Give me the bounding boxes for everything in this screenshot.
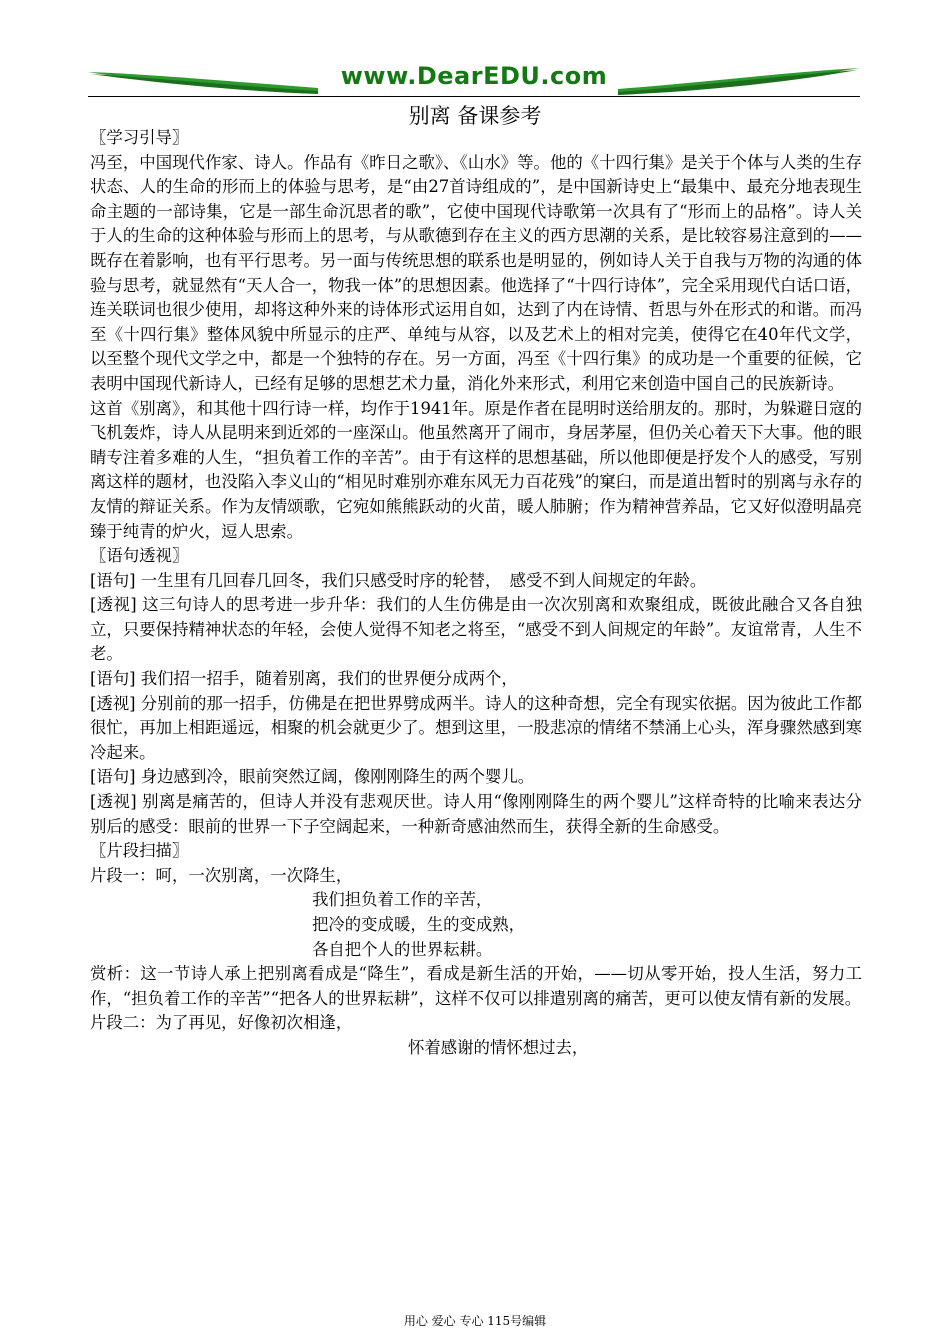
fragment-intro: 片段一：呵，一次别离，一次降生， [90,865,353,885]
line-quote: [语句] 身边感到冷，眼前突然辽阔，像刚刚降生的两个婴儿。 [90,767,535,787]
document-body [90,126,862,1061]
section-heading-lines: 〖语句透视〗 [90,546,189,566]
fragment-intro: 片段二：为了再见，好像初次相逢， [90,1013,353,1033]
section-heading-guide: 〖学习引导〗 [90,128,189,147]
site-header [88,60,860,100]
line-quote: [语句] 我们招一招手，随着别离，我们的世界便分成两个， [90,669,518,689]
page-footer: 用心 爱心 专心 115号编辑 [403,1314,547,1328]
line-analysis: [透视] 别离是痛苦的，但诗人并没有悲观厌世。诗人用“像刚刚降生的两个婴儿”这样奇特的比喻来表达分别后的感受：眼前的世界一下子空阔起来，一种新奇感油然而生，获得全新的生命感受。 [90,792,862,836]
line-analysis: [透视] 分别前的那一招手，仿佛是在把世界劈成两半。诗人的这种奇想，完全有现实依据。因为彼此工作都很忙，再加上相距遥远，相聚的机会就更少了。想到这里，一股悲凉的情绪不禁涌上心头，浑身骤然感到寒冷起来。 [90,693,862,762]
paragraph: 这首《别离》，和其他十四行诗一样，均作于1941年。原是作者在昆明时送给朋友的。那时，为躲避日寇的飞机轰炸，诗人从昆明来到近郊的一座深山。他虽然离开了闹市，身居茅屋，但仍关心着天下大事。他的眼睛专注着多难的人生，“担负着工作的辛苦”。由于有这样的思想基础，所以他即便是抒发个人的感受，写别离这样的题材，也没陷入李义山的“相见时难别亦难东风无力百花残”的窠臼，而是道出暂时的别离与永存的友情的辩证关系。作为友情颂歌，它宛如熊熊跃动的火苗，暖人肺腑；作为精神营养品，它又好似澄明晶亮臻于纯青的炉火，逗人思索。 [90,398,862,541]
paragraph: 冯至，中国现代作家、诗人。作品有《昨日之歌》、《山水》等。他的《十四行集》是关于个体与人类的生存状态、人的生命的形而上的体验与思考，是“由27首诗组成的”，是中国新诗史上“最集中、最充分地表现生命主题的一部诗集，它是一部生命沉思者的歌”，它使中国现代诗歌第一次具有了“形而上的品格”。诗人关于人的生命的这种体验与形而上的思考，与从歌德到存在主义的西方思潮的关系，是比较容易注意到的——既存在着影响，也有平行思考。另一面与传统思想的联系也是明显的，例如诗人关于自我与万物的沟通的体验与思考，就显然有“天人合一，物我一体”的思想因素。他选择了“十四行诗体”，完全采用现代白话口语，连关联词也很少使用，却将这种外来的诗体形式运用自如，达到了内在诗情、哲思与外在形式的和谐。而冯至《十四行集》整体风貌中所显示的庄严、单纯与从容，以及艺术上的相对完美，使得它在40年代文学，以至整个现代文学之中，都是一个独特的存在。另一方面，冯至《十四行集》的成功是一个重要的征候，它表明中国现代新诗人，已经有足够的思想艺术力量，消化外来形式，利用它来创造中国自己的民族新诗。 [90,152,862,393]
page-title: 别离 备课参考 [408,104,542,128]
line-quote: [语句] 一生里有几回春几回冬，我们只感受时序的轮替， 感受不到人间规定的年龄。 [90,570,707,590]
poem-line: 各自把个人的世界耘耕。 [312,939,493,959]
fragment-comment: 赏析：这一节诗人承上把别离看成是“降生”，看成是新生活的开始，——切从零开始，投人生活，努力工作，“担负着工作的辛苦”“把各人的世界耘耕”，这样不仅可以排遣别离的痛苦，更可以使友情有新的发展。 [90,964,862,1008]
poem-line: 把冷的变成暖，生的变成熟， [312,915,526,934]
section-heading-scan: 〖片段扫描〗 [90,841,189,861]
site-logo-text: www.DearEDU.com [340,62,608,90]
header-rule [88,96,860,97]
poem-line: 我们担负着工作的辛苦， [312,890,493,910]
poem-line: 怀着感谢的情怀想过去， [408,1037,589,1057]
line-analysis: [透视] 这三句诗人的思考进一步升华：我们的人生仿佛是由一次次别离和欢聚组成，既彼此融合又各自独立，只要保持精神状态的年轻，会使人觉得不知老之将至，“感受不到人间规定的年龄”。友谊常青，人生不老。 [90,595,862,664]
